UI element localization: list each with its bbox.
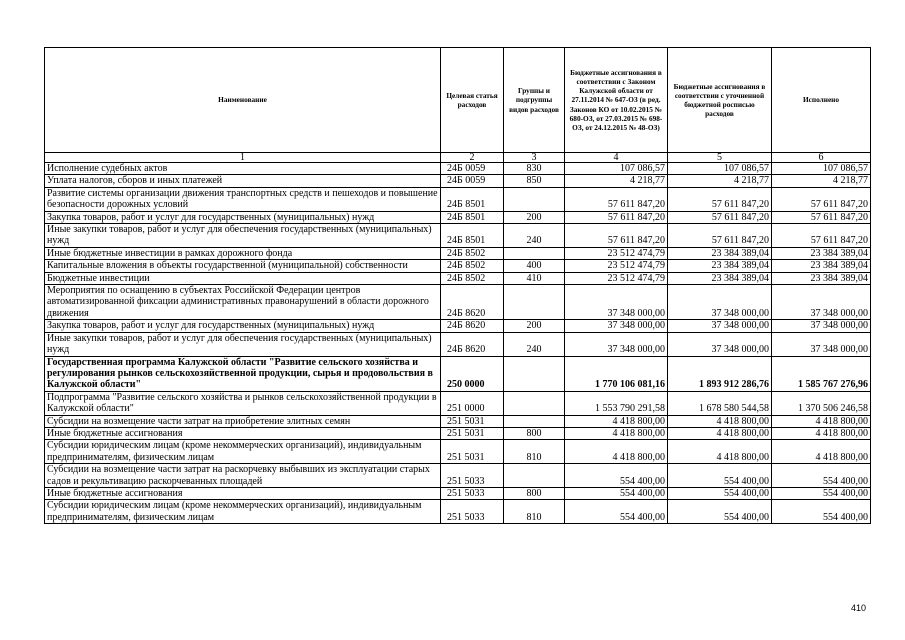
row-target-article: 24Б 8501 [441,211,504,223]
row-law-allocation: 37 348 000,00 [565,320,668,332]
row-executed: 57 611 847,20 [772,211,871,223]
row-target-article: 24Б 0059 [441,163,504,175]
row-roster-allocation: 4 418 800,00 [668,427,772,439]
row-target-article: 24Б 0059 [441,175,504,187]
row-expense-group: 240 [504,332,565,356]
row-law-allocation: 554 400,00 [565,464,668,488]
column-number: 3 [504,153,565,163]
row-law-allocation: 4 418 800,00 [565,415,668,427]
row-name: Бюджетные инвестиции [45,272,441,284]
row-name: Развитие системы организации движения транспортных средств и пешеходов и повышение безопасности дорожных условий [45,187,441,211]
row-name: Субсидии на возмещение части затрат на приобретение элитных семян [45,415,441,427]
row-roster-allocation: 37 348 000,00 [668,332,772,356]
column-number: 4 [565,153,668,163]
row-name: Иные закупки товаров, работ и услуг для обеспечения государственных (муниципальных) нужд [45,332,441,356]
column-number: 5 [668,153,772,163]
row-name: Государственная программа Калужской области "Развитие сельского хозяйства и регулирования рынков сельскохозяйственной продукции, сырья и продовольствия в Калужской области" [45,356,441,391]
table-row [45,427,871,439]
table-row [45,247,871,259]
row-law-allocation: 57 611 847,20 [565,211,668,223]
table-row [45,285,871,320]
table-row [45,320,871,332]
table-row [45,500,871,524]
row-expense-group: 200 [504,320,565,332]
row-target-article: 24Б 8620 [441,285,504,320]
table-row [45,163,871,175]
row-name: Иные закупки товаров, работ и услуг для обеспечения государственных (муниципальных) нужд [45,224,441,248]
budget-execution-table [44,47,871,524]
row-law-allocation: 57 611 847,20 [565,187,668,211]
row-roster-allocation: 4 418 800,00 [668,440,772,464]
row-expense-group: 400 [504,260,565,272]
header-law-allocations: Бюджетные ассигнования в соответствии с Законом Калужской области от 27.11.2014 № 647-ОЗ (в ред. Законов КО от 10.02.2015 № 680-ОЗ, от 27.03.2015 № 698-ОЗ, от 24.12.2015 № 48-ОЗ) [565,48,668,153]
row-roster-allocation: 554 400,00 [668,500,772,524]
row-law-allocation: 23 512 474,79 [565,272,668,284]
row-law-allocation: 554 400,00 [565,487,668,499]
table-row [45,224,871,248]
row-roster-allocation: 1 893 912 286,76 [668,356,772,391]
row-law-allocation: 57 611 847,20 [565,224,668,248]
row-name: Уплата налогов, сборов и иных платежей [45,175,441,187]
row-executed: 1 585 767 276,96 [772,356,871,391]
row-law-allocation: 23 512 474,79 [565,260,668,272]
row-roster-allocation: 57 611 847,20 [668,224,772,248]
row-target-article: 24Б 8502 [441,260,504,272]
row-executed: 4 418 800,00 [772,415,871,427]
row-target-article: 251 5031 [441,427,504,439]
column-number: 1 [45,153,441,163]
row-roster-allocation: 4 418 800,00 [668,415,772,427]
row-expense-group [504,247,565,259]
row-executed: 4 418 800,00 [772,427,871,439]
row-expense-group [504,464,565,488]
page-number: 410 [851,603,867,613]
row-roster-allocation: 57 611 847,20 [668,211,772,223]
row-law-allocation: 1 770 106 081,16 [565,356,668,391]
row-target-article: 24Б 8620 [441,332,504,356]
row-name: Иные бюджетные ассигнования [45,427,441,439]
row-executed: 57 611 847,20 [772,187,871,211]
header-name: Наименование [45,48,441,153]
header-executed: Исполнено [772,48,871,153]
row-executed: 4 218,77 [772,175,871,187]
row-target-article: 251 5031 [441,415,504,427]
table-row [45,187,871,211]
row-name: Мероприятия по оснащению в субъектах Российской Федерации центров автоматизированной фиксации административных правонарушений в области дорожного движения [45,285,441,320]
row-expense-group: 830 [504,163,565,175]
row-law-allocation: 554 400,00 [565,500,668,524]
row-target-article: 251 0000 [441,391,504,415]
row-expense-group: 200 [504,211,565,223]
row-roster-allocation: 554 400,00 [668,487,772,499]
row-target-article: 251 5033 [441,487,504,499]
header-roster-allocations: Бюджетные ассигнования в соответствии с уточненной бюджетной росписью расходов [668,48,772,153]
row-name: Капитальные вложения в объекты государственной (муниципальной) собственности [45,260,441,272]
table-row [45,272,871,284]
row-executed: 23 384 389,04 [772,260,871,272]
row-roster-allocation: 57 611 847,20 [668,187,772,211]
row-executed: 37 348 000,00 [772,285,871,320]
row-name: Закупка товаров, работ и услуг для государственных (муниципальных) нужд [45,211,441,223]
row-executed: 23 384 389,04 [772,272,871,284]
row-expense-group: 810 [504,440,565,464]
row-law-allocation: 37 348 000,00 [565,285,668,320]
table-row [45,464,871,488]
row-executed: 4 418 800,00 [772,440,871,464]
row-law-allocation: 23 512 474,79 [565,247,668,259]
row-law-allocation: 1 553 790 291,58 [565,391,668,415]
column-number-row [45,153,871,163]
row-target-article: 251 5031 [441,440,504,464]
row-roster-allocation: 4 218,77 [668,175,772,187]
table-row [45,487,871,499]
row-name: Субсидии юридическим лицам (кроме некоммерческих организаций), индивидуальным предпринимателям, физическим лицам [45,440,441,464]
row-expense-group: 810 [504,500,565,524]
row-name: Иные бюджетные инвестиции в рамках дорожного фонда [45,247,441,259]
row-roster-allocation: 1 678 580 544,58 [668,391,772,415]
row-target-article: 24Б 8501 [441,224,504,248]
row-law-allocation: 4 418 800,00 [565,440,668,464]
row-executed: 554 400,00 [772,464,871,488]
row-name: Иные бюджетные ассигнования [45,487,441,499]
row-executed: 57 611 847,20 [772,224,871,248]
table-row [45,440,871,464]
column-number: 6 [772,153,871,163]
table-row [45,175,871,187]
row-expense-group: 850 [504,175,565,187]
row-roster-allocation: 37 348 000,00 [668,320,772,332]
row-executed: 554 400,00 [772,500,871,524]
row-executed: 554 400,00 [772,487,871,499]
table-row [45,391,871,415]
row-expense-group [504,415,565,427]
row-name: Подпрограмма "Развитие сельского хозяйства и рынков сельскохозяйственной продукции в Калужской области" [45,391,441,415]
table-row [45,415,871,427]
row-executed: 37 348 000,00 [772,332,871,356]
row-target-article: 24Б 8620 [441,320,504,332]
row-executed: 1 370 506 246,58 [772,391,871,415]
row-expense-group: 800 [504,427,565,439]
header-expense-group: Группы и подгруппы видов расходов [504,48,565,153]
row-expense-group [504,391,565,415]
table-row [45,356,871,391]
row-target-article: 24Б 8502 [441,247,504,259]
table-row [45,332,871,356]
row-law-allocation: 37 348 000,00 [565,332,668,356]
row-target-article: 24Б 8502 [441,272,504,284]
row-target-article: 24Б 8501 [441,187,504,211]
row-roster-allocation: 23 384 389,04 [668,260,772,272]
row-name: Исполнение судебных актов [45,163,441,175]
row-expense-group: 240 [504,224,565,248]
table-row [45,211,871,223]
header-target-article: Целевая статья расходов [441,48,504,153]
row-roster-allocation: 554 400,00 [668,464,772,488]
row-expense-group [504,285,565,320]
row-law-allocation: 4 418 800,00 [565,427,668,439]
column-number: 2 [441,153,504,163]
row-name: Субсидии юридическим лицам (кроме некоммерческих организаций), индивидуальным предпринимателям, физическим лицам [45,500,441,524]
row-expense-group: 800 [504,487,565,499]
row-roster-allocation: 23 384 389,04 [668,247,772,259]
row-executed: 107 086,57 [772,163,871,175]
row-target-article: 250 0000 [441,356,504,391]
row-name: Закупка товаров, работ и услуг для государственных (муниципальных) нужд [45,320,441,332]
row-roster-allocation: 23 384 389,04 [668,272,772,284]
table-header-row [45,48,871,153]
row-executed: 23 384 389,04 [772,247,871,259]
row-roster-allocation: 37 348 000,00 [668,285,772,320]
row-expense-group [504,187,565,211]
row-target-article: 251 5033 [441,500,504,524]
row-law-allocation: 107 086,57 [565,163,668,175]
table-row [45,260,871,272]
row-executed: 37 348 000,00 [772,320,871,332]
row-expense-group [504,356,565,391]
row-expense-group: 410 [504,272,565,284]
row-target-article: 251 5033 [441,464,504,488]
row-law-allocation: 4 218,77 [565,175,668,187]
row-name: Субсидии на возмещение части затрат на раскорчевку выбывших из эксплуатации старых садов и рекультивацию раскорчеванных площадей [45,464,441,488]
row-roster-allocation: 107 086,57 [668,163,772,175]
